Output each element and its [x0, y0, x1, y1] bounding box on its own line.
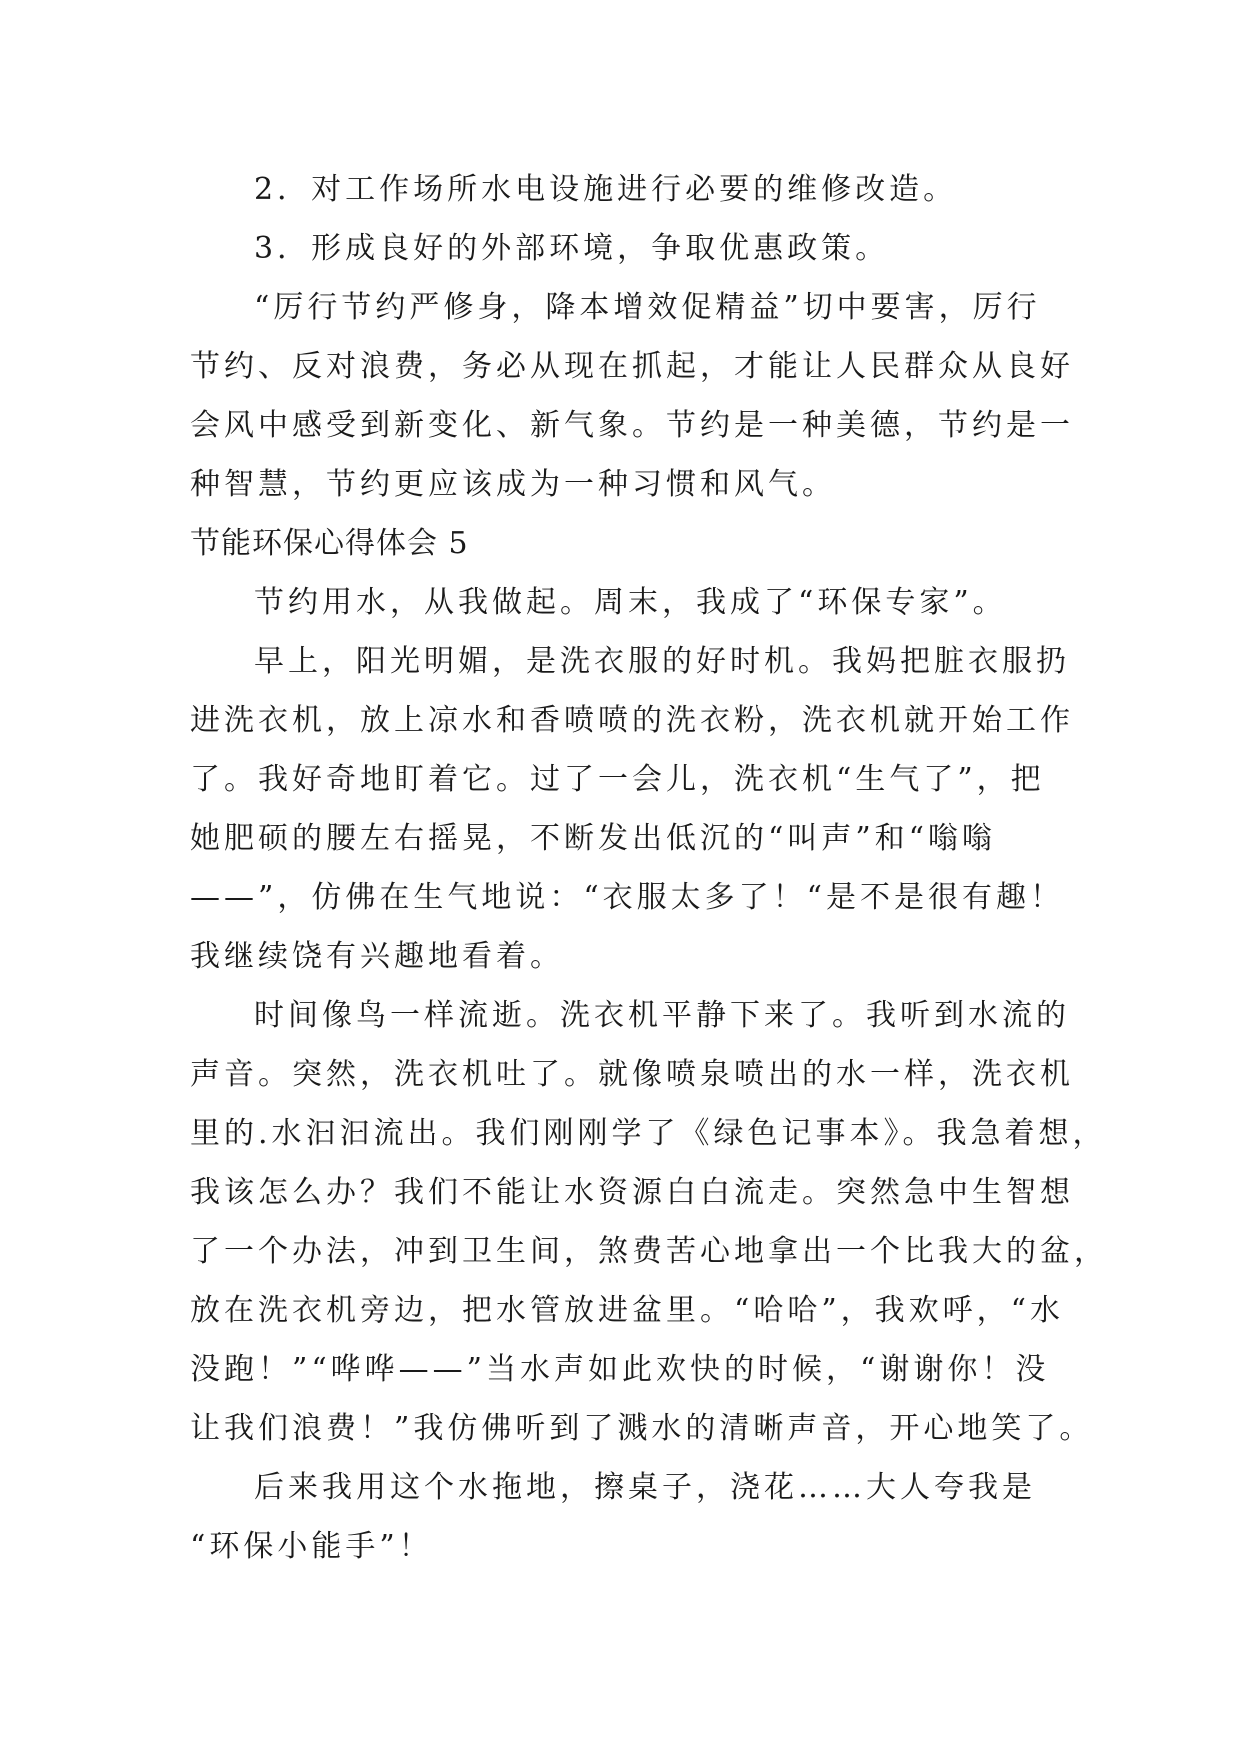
section-heading: 节能环保心得体会 5 [190, 526, 469, 561]
list-item-2: 2．对工作场所水电设施进行必要的维修改造。 [254, 172, 958, 207]
paragraph-line: 我该怎么办？我们不能让水资源白白流走。突然急中生智想 [190, 1175, 1074, 1210]
paragraph-line: 了一个办法，冲到卫生间，煞费苦心地拿出一个比我大的盆， [190, 1234, 1108, 1269]
paragraph-line: 早上，阳光明媚，是洗衣服的好时机。我妈把脏衣服扔 [254, 644, 1070, 679]
paragraph-line: “厉行节约严修身，降本增效促精益”切中要害，厉行 [254, 290, 1041, 325]
paragraph-line: 里的.水汩汩流出。我们刚刚学了《绿色记事本》。我急着想， [190, 1116, 1107, 1151]
paragraph-line: 声音。突然，洗衣机吐了。就像喷泉喷出的水一样，洗衣机 [190, 1057, 1074, 1092]
paragraph-line: 她肥硕的腰左右摇晃，不断发出低沉的“叫声”和“嗡嗡 [190, 821, 997, 856]
paragraph-line: “环保小能手”！ [190, 1529, 433, 1564]
paragraph-line: 放在洗衣机旁边，把水管放进盆里。“哈哈”，我欢呼，“水 [190, 1293, 1065, 1328]
document-body [190, 160, 1108, 1576]
paragraph-line: 我继续饶有兴趣地看着。 [190, 939, 564, 974]
paragraph-line: 节约、反对浪费，务必从现在抓起，才能让人民群众从良好 [190, 349, 1074, 384]
paragraph-line: 后来我用这个水拖地，擦桌子，浇花……大人夸我是 [254, 1470, 1036, 1505]
paragraph-line: ——”，仿佛在生气地说：“衣服太多了！“是不是很有趣！ [190, 880, 1065, 915]
paragraph-line: 节约用水，从我做起。周末，我成了“环保专家”。 [254, 585, 1007, 620]
paragraph-line: 会风中感受到新变化、新气象。节约是一种美德，节约是一 [190, 408, 1074, 443]
list-item-3: 3．形成良好的外部环境，争取优惠政策。 [254, 231, 890, 266]
paragraph-line: 让我们浪费！”我仿佛听到了溅水的清晰声音，开心地笑了。 [190, 1411, 1094, 1446]
paragraph-line: 没跑！”“哗哗——”当水声如此欢快的时候，“谢谢你！没 [190, 1352, 1050, 1387]
paragraph-line: 进洗衣机，放上凉水和香喷喷的洗衣粉，洗衣机就开始工作 [190, 703, 1074, 738]
paragraph-line: 时间像鸟一样流逝。洗衣机平静下来了。我听到水流的 [254, 998, 1070, 1033]
paragraph-line: 种智慧，节约更应该成为一种习惯和风气。 [190, 467, 836, 502]
paragraph-line: 了。我好奇地盯着它。过了一会儿，洗衣机“生气了”，把 [190, 762, 1045, 797]
